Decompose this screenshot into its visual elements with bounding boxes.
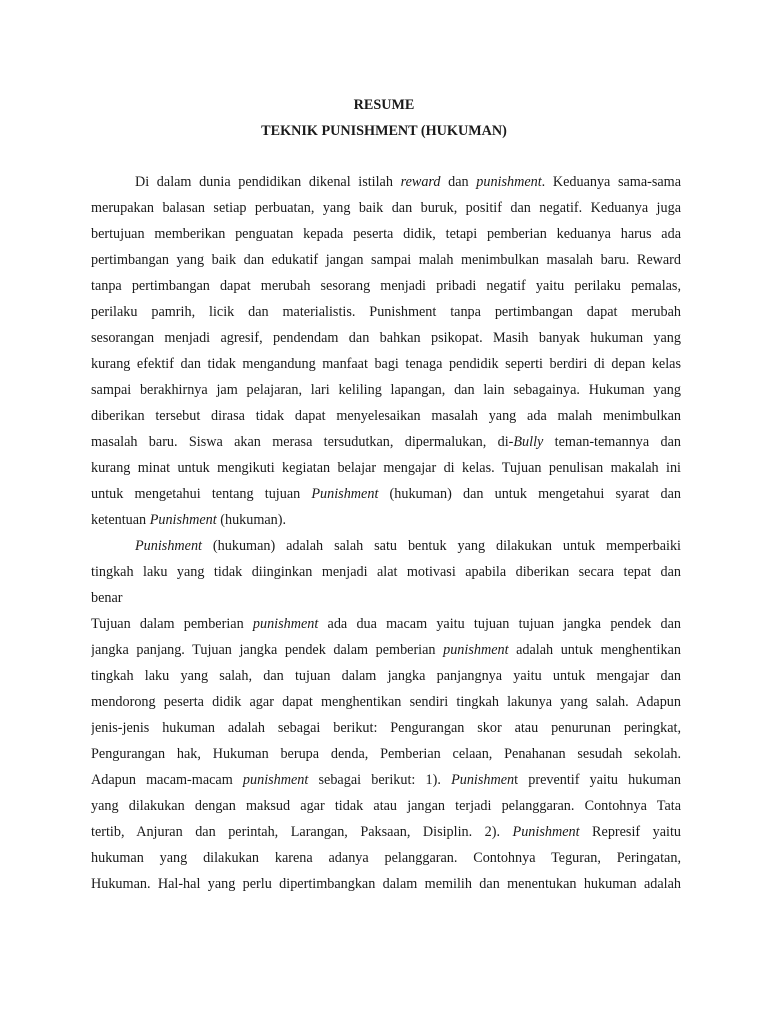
- text-segment: Pengurangan hak, Hukuman berupa denda, Pemberian celaan, Penahanan sesudah sekolah.: [91, 746, 681, 762]
- text-line: [91, 403, 681, 429]
- text-segment: kurang minat untuk mengikuti kegiatan belajar mengajar di kelas. Tujuan penulisan makalah ini: [91, 460, 681, 476]
- text-line: [91, 611, 681, 637]
- text-line: [91, 663, 681, 689]
- text-segment: merupakan balasan setiap perbuatan, yang baik dan buruk, positif dan negatif. Keduanya juga: [91, 200, 681, 216]
- text-segment: masalah baru. Siswa akan merasa tersudutkan, dipermalukan, di-: [91, 434, 514, 450]
- text-segment: bertujuan memberikan penguatan kepada peserta didik, tetapi pemberian keduanya harus ada: [91, 226, 681, 242]
- text-segment: sampai berakhirnya jam pelajaran, lari keliling lapangan, dan lain sebagainya. Hukuman yang: [91, 382, 681, 398]
- text-segment: Adapun macam-macam: [91, 772, 243, 788]
- text-line: [91, 871, 681, 897]
- text-segment: (hukuman) adalah salah satu bentuk yang dilakukan untuk memperbaiki: [202, 538, 681, 554]
- text-line: [91, 793, 681, 819]
- text-line: [91, 247, 681, 273]
- text-segment: yang dilakukan dengan maksud agar tidak atau jangan terjadi pelanggaran. Contohnya Tata: [91, 798, 681, 814]
- text-segment: teman-temannya dan: [543, 434, 681, 450]
- text-segment: tingkah laku yang salah, dan tujuan dalam jangka panjangnya yaitu untuk mengajar dan: [91, 668, 681, 684]
- text-segment: Represif yaitu: [579, 824, 681, 840]
- text-line: [91, 195, 681, 221]
- text-segment: . Keduanya sama-sama: [541, 174, 681, 190]
- text-line: [91, 533, 681, 559]
- text-line: [91, 429, 681, 455]
- text-segment: (hukuman).: [216, 512, 287, 528]
- text-segment: ketentuan: [91, 512, 150, 528]
- text-line: [91, 715, 681, 741]
- italic-text: Punishmen: [451, 772, 515, 788]
- text-segment: sebagai berikut: 1).: [308, 772, 452, 788]
- italic-text: Punishment: [149, 512, 217, 528]
- text-segment: Hukuman. Hal-hal yang perlu dipertimbangkan dalam memilih dan menentukan hukuman adalah: [91, 876, 681, 892]
- document-subtitle: TEKNIK PUNISHMENT (HUKUMAN): [261, 123, 507, 139]
- italic-text: Punishment: [311, 486, 379, 502]
- text-line: [91, 455, 681, 481]
- text-line: [91, 169, 681, 195]
- text-line: [91, 377, 681, 403]
- text-segment: tingkah laku yang tidak diinginkan menjadi alat motivasi apabila diberikan secara tepat dan: [91, 564, 681, 580]
- text-segment: kurang efektif dan tidak mengandung manfaat bagi tenaga pendidik seperti berdiri di depan kelas: [91, 356, 681, 372]
- text-segment: jangka panjang. Tujuan jangka pendek dalam pemberian: [91, 642, 444, 658]
- italic-text: Punishment: [512, 824, 580, 840]
- italic-text: Punishment: [135, 538, 202, 554]
- italic-text: punishment: [242, 772, 309, 788]
- text-line: [91, 819, 681, 845]
- text-segment: untuk mengetahui tentang tujuan: [91, 486, 312, 502]
- italic-text: Bully: [513, 434, 544, 450]
- text-line: [91, 273, 681, 299]
- text-segment: dan: [440, 174, 477, 190]
- text-line: [91, 221, 681, 247]
- text-segment: (hukuman) dan untuk mengetahui syarat dan: [378, 486, 681, 502]
- text-segment: benar: [91, 590, 123, 606]
- text-segment: diberikan tersebut dirasa tidak dapat menyelesaikan masalah yang ada malah menimbulkan: [91, 408, 681, 424]
- text-line: [91, 689, 681, 715]
- text-segment: perilaku pamrih, licik dan materialistis. Punishment tanpa pertimbangan dapat merubah: [91, 304, 681, 320]
- italic-text: punishment: [476, 174, 542, 190]
- text-segment: t preventif yaitu hukuman: [514, 772, 681, 788]
- italic-text: punishment: [252, 616, 319, 632]
- text-segment: tertib, Anjuran dan perintah, Larangan, Paksaan, Disiplin. 2).: [91, 824, 513, 840]
- text-segment: mendorong peserta didik agar dapat menghentikan sendiri tingkah lakunya yang salah. Adapun: [91, 694, 681, 710]
- italic-text: reward: [400, 174, 441, 190]
- italic-text: punishment: [443, 642, 509, 658]
- text-line: [91, 507, 681, 533]
- text-line: [91, 741, 681, 767]
- text-segment: sesorangan menjadi agresif, pendendam dan bahkan psikopat. Masih banyak hukuman yang: [91, 330, 681, 346]
- text-segment: hukuman yang dilakukan karena adanya pelanggaran. Contohnya Teguran, Peringatan,: [91, 850, 681, 866]
- text-line: [91, 481, 681, 507]
- text-line: [91, 299, 681, 325]
- title-block: [0, 92, 768, 144]
- text-line: [91, 325, 681, 351]
- text-line: [91, 637, 681, 663]
- text-segment: Tujuan dalam pemberian: [91, 616, 253, 632]
- text-line: [91, 845, 681, 871]
- text-segment: jenis-jenis hukuman adalah sebagai berikut: Pengurangan skor atau penurunan peringkat,: [91, 720, 681, 736]
- document-body: [91, 169, 681, 897]
- text-segment: tanpa pertimbangan dapat merubah sesorang menjadi pribadi negatif yaitu perilaku pemalas,: [91, 278, 681, 294]
- text-segment: Di dalam dunia pendidikan dikenal istilah: [135, 174, 401, 190]
- document-title: RESUME: [353, 97, 415, 113]
- text-line: [91, 559, 681, 585]
- text-line: [91, 351, 681, 377]
- text-segment: ada dua macam yaitu tujuan tujuan jangka pendek dan: [318, 616, 681, 632]
- text-line: [91, 767, 681, 793]
- text-line: [91, 585, 681, 611]
- text-segment: pertimbangan yang baik dan edukatif jangan sampai malah menimbulkan masalah baru. Reward: [91, 252, 681, 268]
- text-segment: adalah untuk menghentikan: [508, 642, 681, 658]
